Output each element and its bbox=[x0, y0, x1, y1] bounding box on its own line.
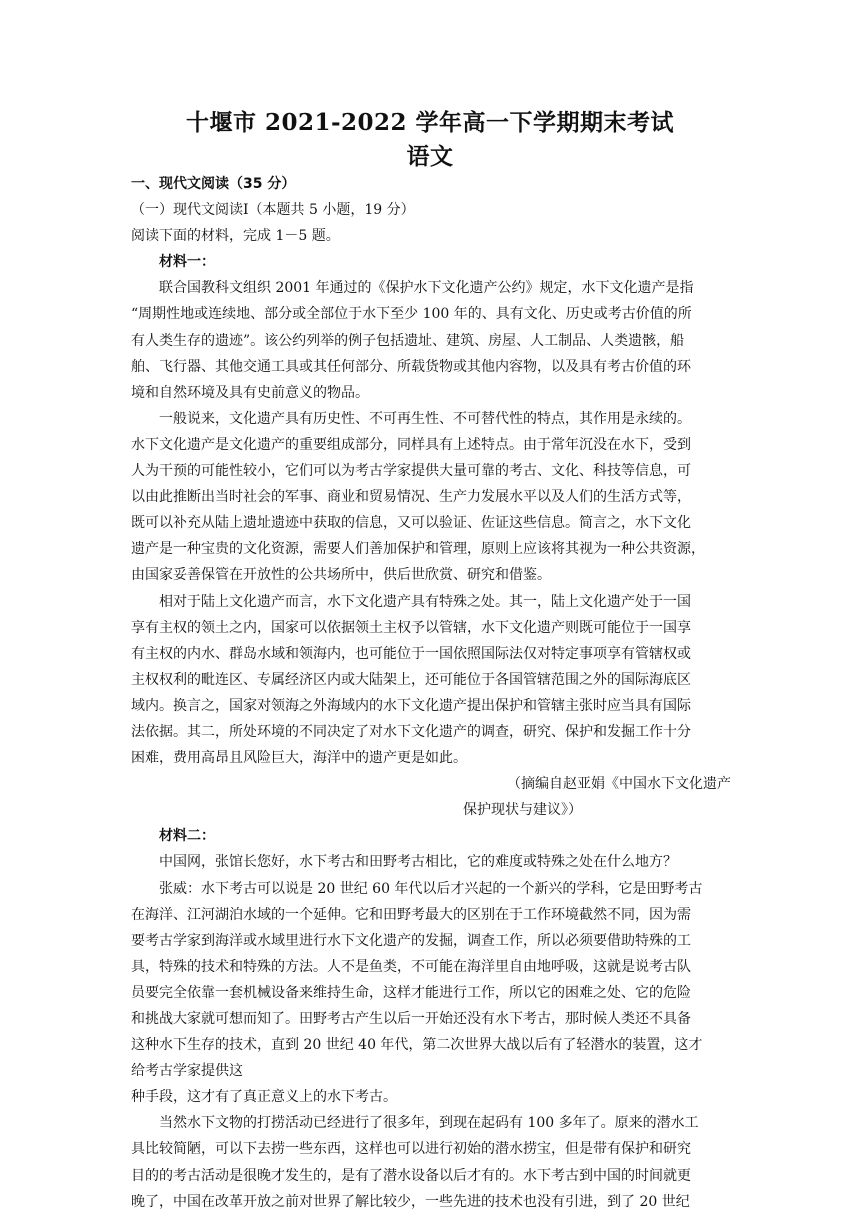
material-1-line: 有人类生存的遗迹”。该公约列举的例子包括遗址、建筑、房屋、人工制品、人类遗骸，船 bbox=[131, 332, 685, 349]
exam-title: 十堰市 2021-2022 学年高一下学期期末考试 bbox=[185, 109, 675, 136]
material-2-line: 要考古学家到海洋或水域里进行水下文化遗产的发掘，调查工作，所以必须要借助特殊的工 bbox=[131, 932, 691, 949]
material-1-line: 相对于陆上文化遗产而言，水下文化遗产具有特殊之处。其一，陆上文化遗产处于一国 bbox=[159, 593, 691, 610]
material-1-line: 享有主权的领土之内，国家可以依据领土主权予以管辖，水下文化遗产则既可能位于一国享 bbox=[131, 619, 691, 636]
material-2-line: 具，特殊的技术和特殊的方法。人不是鱼类，不可能在海洋里自由地呼吸，这就是说考古队 bbox=[131, 958, 691, 975]
material-1-source: （摘编自赵亚娟《中国水下文化遗产 bbox=[507, 776, 731, 793]
material-1-line: 主权权利的毗连区、专属经济区内或大陆架上，还可能位于各国管辖范围之外的国际海底区 bbox=[131, 671, 691, 688]
material-2-line: 和挑战大家就可想而知了。田野考古产生以后一开始还没有水下考古，那时候人类还不具备 bbox=[131, 1011, 691, 1027]
material-2-line: 这种水下生存的技术，直到 20 世纪 40 年代，第二次世界大战以后有了轻潜水的装置，这才 bbox=[131, 1037, 703, 1054]
material-1-line: 以由此推断出当时社会的军事、商业和贸易情况、生产力发展水平以及人们的生活方式等， bbox=[131, 489, 691, 506]
material-1-line: 由国家妥善保管在开放性的公共场所中，供后世欣赏、研究和借鉴。 bbox=[131, 567, 551, 584]
material-1-line: 联合国教科文组织 2001 年通过的《保护水下文化遗产公约》规定，水下文化遗产是指 bbox=[159, 280, 694, 297]
material-1-line: 境和自然环境及具有史前意义的物品。 bbox=[131, 384, 369, 401]
material-2-line: 具比较简陋，可以下去捞一些东西，这样也可以进行初始的潜水捞宝，但是带有保护和研究 bbox=[131, 1141, 691, 1158]
material-1-line: 法依据。其二，所处环境的不同决定了对水下文化遗产的调查，研究、保护和发掘工作十分 bbox=[131, 723, 691, 740]
material-2-line: 晚了，中国在改革开放之前对世界了解比较少，一些先进的技术也没有引进，到了 20 世纪 bbox=[131, 1193, 690, 1210]
material-2-label: 材料二： bbox=[159, 828, 215, 845]
material-2-line: 种手段，这才有了真正意义上的水下考古。 bbox=[131, 1089, 397, 1106]
material-1-line: 一般说来，文化遗产具有历史性、不可再生性、不可替代性的特点，其作用是永续的。 bbox=[159, 410, 691, 427]
material-2-line: 当然水下文物的打捞活动已经进行了很多年，到现在起码有 100 多年了。原来的潜水工 bbox=[159, 1115, 699, 1132]
material-1-line: 人为干预的可能性较小，它们可以为考古学家提供大量可靠的考古、文化、科技等信息，可 bbox=[131, 463, 691, 480]
section-subheading: （一）现代文阅读Ⅰ（本题共 5 小题，19 分） bbox=[131, 202, 415, 219]
material-2-line: 张威：水下考古可以说是 20 世纪 60 年代以后才兴起的一个新兴的学科，它是田野考古 bbox=[159, 880, 703, 897]
material-1-label: 材料一： bbox=[159, 254, 215, 271]
material-1-line: 困难，费用高昂且风险巨大，海洋中的遗产更是如此。 bbox=[131, 750, 467, 767]
material-1-line: 水下文化遗产是文化遗产的重要组成部分，同样具有上述特点。由于常年沉没在水下，受到 bbox=[131, 436, 691, 453]
material-2-line: 给考古学家提供这 bbox=[131, 1063, 243, 1080]
material-2-line: 在海洋、江河湖泊水域的一个延伸。它和田野考最大的区别在于工作环境截然不同，因为需 bbox=[131, 906, 691, 923]
material-1-line: 域内。换言之，国家对领海之外海域内的水下文化遗产提出保护和管辖主张时应当具有国际 bbox=[131, 697, 691, 714]
subject-title: 语文 bbox=[406, 143, 454, 170]
exam-content bbox=[131, 171, 731, 1215]
material-1-line: 遗产是一种宝贵的文化资源，需要人们善加保护和管理，原则上应该将其视为一种公共资源， bbox=[131, 541, 705, 558]
material-1-line: 舶、飞行器、其他交通工具或其任何部分、所载货物或其他内容物，以及具有考古价值的环 bbox=[131, 358, 691, 375]
material-2-line: 中国网，张馆长您好，水下考古和田野考古相比，它的难度或特殊之处在什么地方？ bbox=[159, 854, 677, 871]
material-1-line: 既可以补充从陆上遗址遗迹中获取的信息，又可以验证、佐证这些信息。简言之，水下文化 bbox=[131, 515, 691, 532]
material-2-line: 员要完全依靠一套机械设备来维持生命，这样才能进行工作，所以它的困难之处、它的危险 bbox=[131, 984, 691, 1001]
section-heading: 一、现代文阅读（35 分） bbox=[131, 176, 296, 192]
material-2-line: 目的的考古活动是很晚才发生的，是有了潜水设备以后才有的。水下考古到中国的时间就更 bbox=[131, 1167, 691, 1184]
material-1-source: 保护现状与建议》） bbox=[463, 802, 582, 819]
material-1-line: 有主权的内水、群岛水域和领海内，也可能位于一国依照国际法仅对特定事项享有管辖权或 bbox=[131, 645, 691, 662]
material-1-line: “周期性地或连续地、部分或全部位于水下至少 100 年的、具有文化、历史或考古价值的所 bbox=[131, 306, 692, 323]
reading-instruction: 阅读下面的材料，完成 1－5 题。 bbox=[131, 228, 340, 245]
